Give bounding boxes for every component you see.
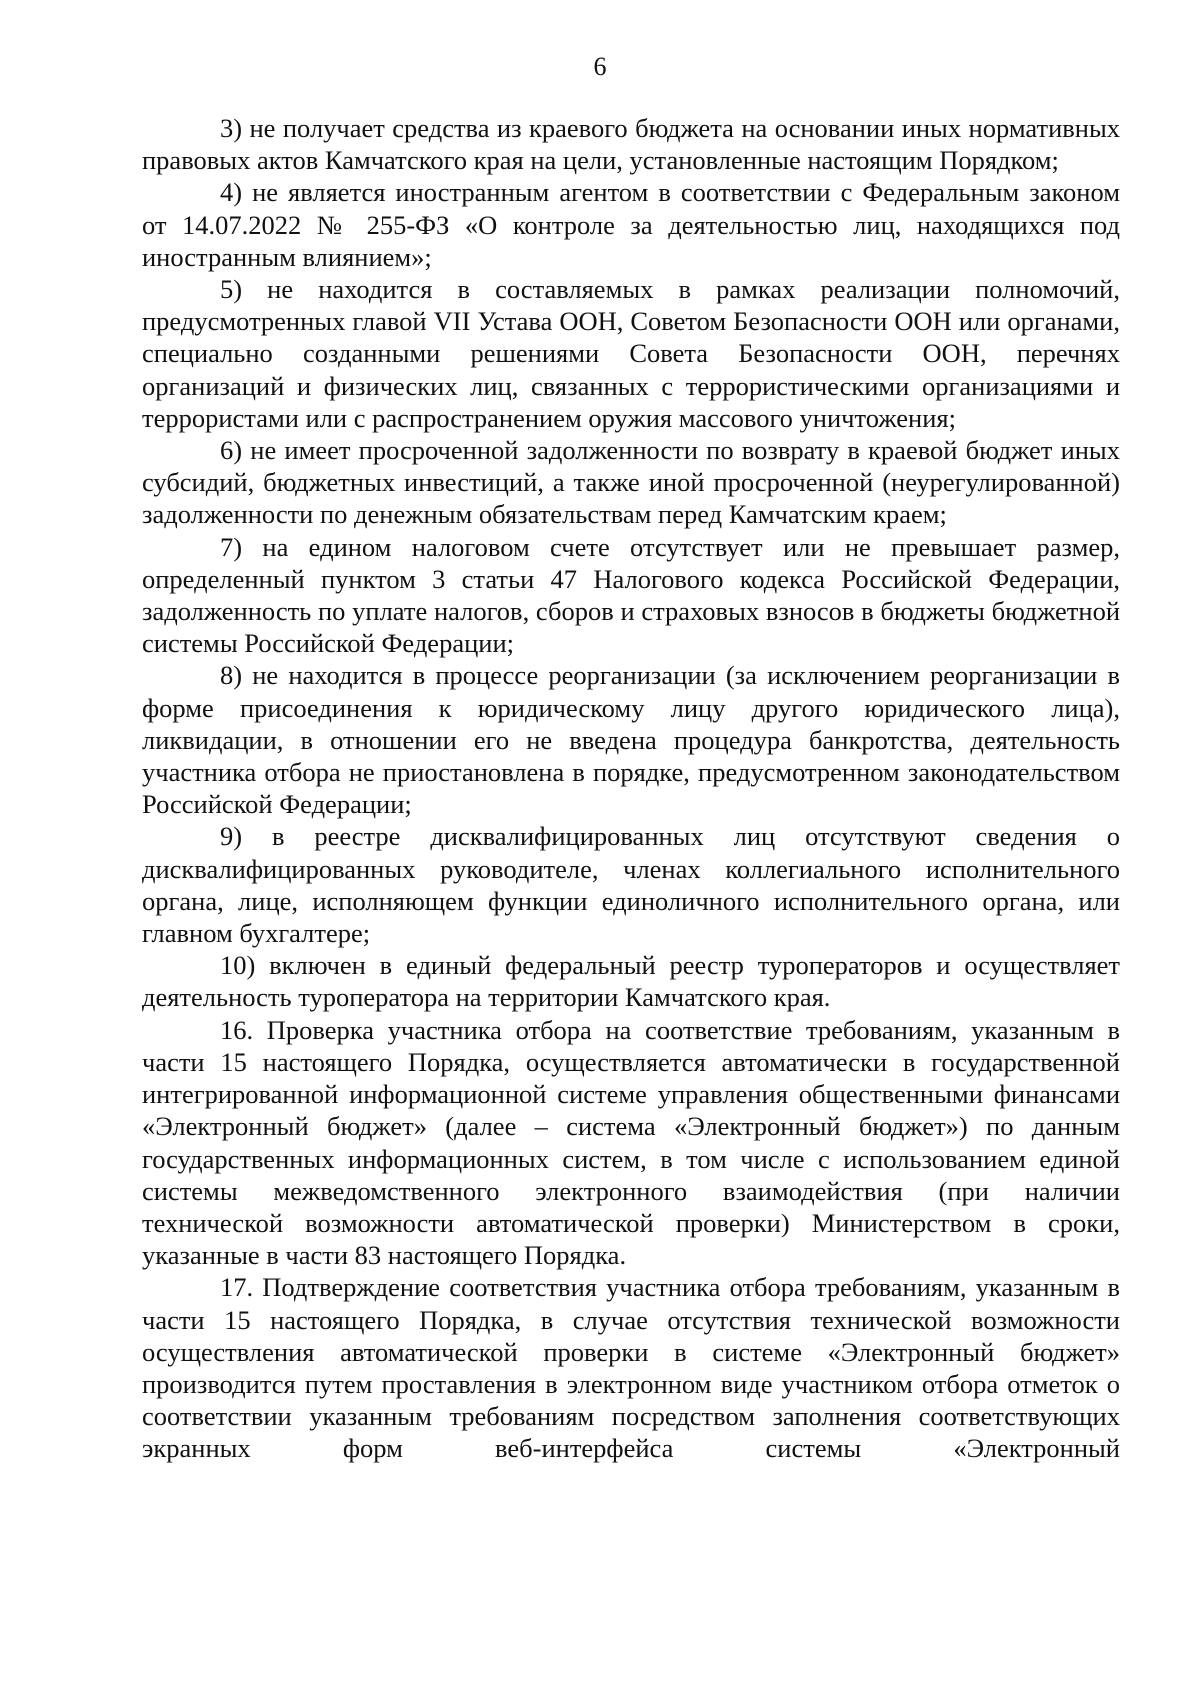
paragraph-item-10: 10) включен в единый федеральный реестр туроператоров и осуществляет деятельность туроператора на территории Камчатского края. (142, 950, 1120, 1013)
paragraph-item-9: 9) в реестре дисквалифицированных лиц отсутствуют сведения о дисквалифицированных руководителе, членах коллегиального исполнительного органа, лице, исполняющем функции единоличного исполнительного органа, или главном бухгалтере; (142, 821, 1120, 949)
paragraph-item-3: 3) не получает средства из краевого бюджета на основании иных нормативных правовых актов Камчатского края на цели, установленные настоящим Порядком; (142, 113, 1120, 176)
paragraph-item-6: 6) не имеет просроченной задолженности по возврату в краевой бюджет иных субсидий, бюджетных инвестиций, а также иной просроченной (неурегулированной) задолженности по денежным обязательствам перед Камчатским краем; (142, 435, 1120, 530)
page-number: 6 (593, 52, 607, 81)
paragraph-part-17: 17. Подтверждение соответствия участника отбора требованиям, указанным в части 15 настоящего Порядка, в случае отсутствия технической возможности осуществления автоматической проверки в системе «Электронный бюджет» производится путем проставления в электронном виде участником отбора отметок о соответствии указанным требованиям посредством заполнения соответствующих экранных форм веб-интерфейса системы «Электронный (142, 1272, 1120, 1464)
paragraph-item-7: 7) на едином налоговом счете отсутствует или не превышает размер, определенный пунктом 3 статьи 47 Налогового кодекса Российской Федерации, задолженность по уплате налогов, сборов и страховых взносов в бюджеты бюджетной системы Российской Федерации; (142, 531, 1120, 659)
document-body (142, 112, 1120, 1465)
paragraph-part-16: 16. Проверка участника отбора на соответствие требованиям, указанным в части 15 настоящего Порядка, осуществляется автоматически в государственной интегрированной информационной системе управления общественными финансами «Электронный бюджет» (далее – система «Электронный бюджет») по данным государственных информационных систем, в том числе с использованием единой системы межведомственного электронного взаимодействия (при наличии технической возможности автоматической проверки) Министерством в сроки, указанные в части 83 настоящего Порядка. (142, 1014, 1120, 1271)
paragraph-item-8: 8) не находится в процессе реорганизации (за исключением реорганизации в форме присоединения к юридическому лицу другого юридического лица), ликвидации, в отношении его не введена процедура банкротства, деятельность участника отбора не приостановлена в порядке, предусмотренном законодательством Российской Федерации; (142, 660, 1120, 820)
paragraph-item-4: 4) не является иностранным агентом в соответствии с Федеральным законом от 14.07.2022 № 255-ФЗ «О контроле за деятельностью лиц, находящихся под иностранным влиянием»; (142, 177, 1120, 272)
paragraph-item-5: 5) не находится в составляемых в рамках реализации полномочий, предусмотренных главой VII Устава ООН, Советом Безопасности ООН или органами, специально созданными решениями Совета Безопасности ООН, перечнях организаций и физических лиц, связанных с террористическими организациями и террористами или с распространением оружия массового уничтожения; (142, 274, 1120, 433)
